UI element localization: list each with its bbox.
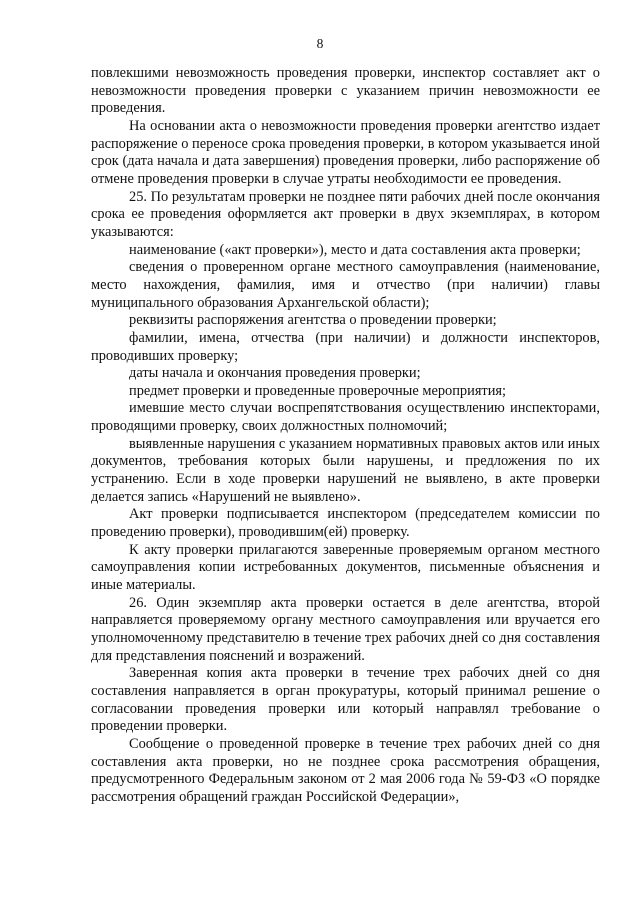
document-body (91, 65, 600, 807)
paragraph-13: К акту проверки прилагаются заверенные проверяемым органом местного самоуправления копии истребованных документов, письменные объяснения и иные материалы. (91, 541, 600, 594)
paragraph-6: реквизиты распоряжения агентства о проведении проверки; (129, 312, 497, 329)
page-number: 8 (316, 36, 324, 51)
paragraph-16: Сообщение о проведенной проверке в течение трех рабочих дней со дня составления акта проверки, но не позднее срока рассмотрения обращения, предусмотренного Федеральным законом от 2 мая 2006 года № 59-ФЗ «О порядке рассмотрения обращений граждан Российской Федерации», (91, 735, 600, 805)
paragraph-14: 26. Один экземпляр акта проверки остается в деле агентства, второй направляется проверяемому органу местного самоуправления или вручается его уполномоченному представителю в течение трех рабочих дней со дня составления для представления пояснений и возражений. (91, 594, 600, 664)
paragraph-10: имевшие место случаи воспрепятствования осуществлению инспекторами, проводящими проверку, своих должностных полномочий; (91, 400, 600, 435)
paragraph-12: Акт проверки подписывается инспектором (председателем комиссии по проведению проверки), проводившим(ей) проверку. (91, 506, 600, 541)
paragraph-11: выявленные нарушения с указанием нормативных правовых актов или иных документов, требования которых были нарушены, и предложения по их устранению. Если в ходе проверки нарушений не выявлено, в акте проверки делается запись «Нарушений не выявлено». (91, 435, 600, 505)
paragraph-2: На основании акта о невозможности проведения проверки агентство издает распоряжение о переносе срока проведения проверки, в котором указывается иной срок (дата начала и дата завершения) проведения проверки, либо распоряжение об отмене проведения проверки в случае утраты необходимости ее проведения. (91, 117, 600, 187)
paragraph-3: 25. По результатам проверки не позднее пяти рабочих дней после окончания срока ее проведения оформляется акт проверки в двух экземплярах, в котором указываются: (91, 188, 600, 240)
paragraph-9: предмет проверки и проведенные проверочные мероприятия; (129, 382, 507, 399)
paragraph-8: даты начала и окончания проведения проверки; (129, 365, 421, 382)
paragraph-5: сведения о проверенном органе местного самоуправления (наименование, место нахождения, фамилия, имя и отчество (при наличии) главы муниципального образования Архангельской области); (91, 259, 600, 311)
paragraph-1: повлекшими невозможность проведения проверки, инспектор составляет акт о невозможности проведения проверки с указанием причин невозможности ее проведения. (91, 65, 600, 117)
paragraph-4: наименование («акт проверки»), место и дата составления акта проверки; (129, 241, 581, 258)
paragraph-15: Заверенная копия акта проверки в течение трех рабочих дней со дня составления направляется в орган прокуратуры, который принимал решение о согласовании проведения проверки или который направлял требование о проведении проверки. (91, 665, 600, 735)
paragraph-7: фамилии, имена, отчества (при наличии) и должности инспекторов, проводивших проверку; (91, 329, 600, 364)
